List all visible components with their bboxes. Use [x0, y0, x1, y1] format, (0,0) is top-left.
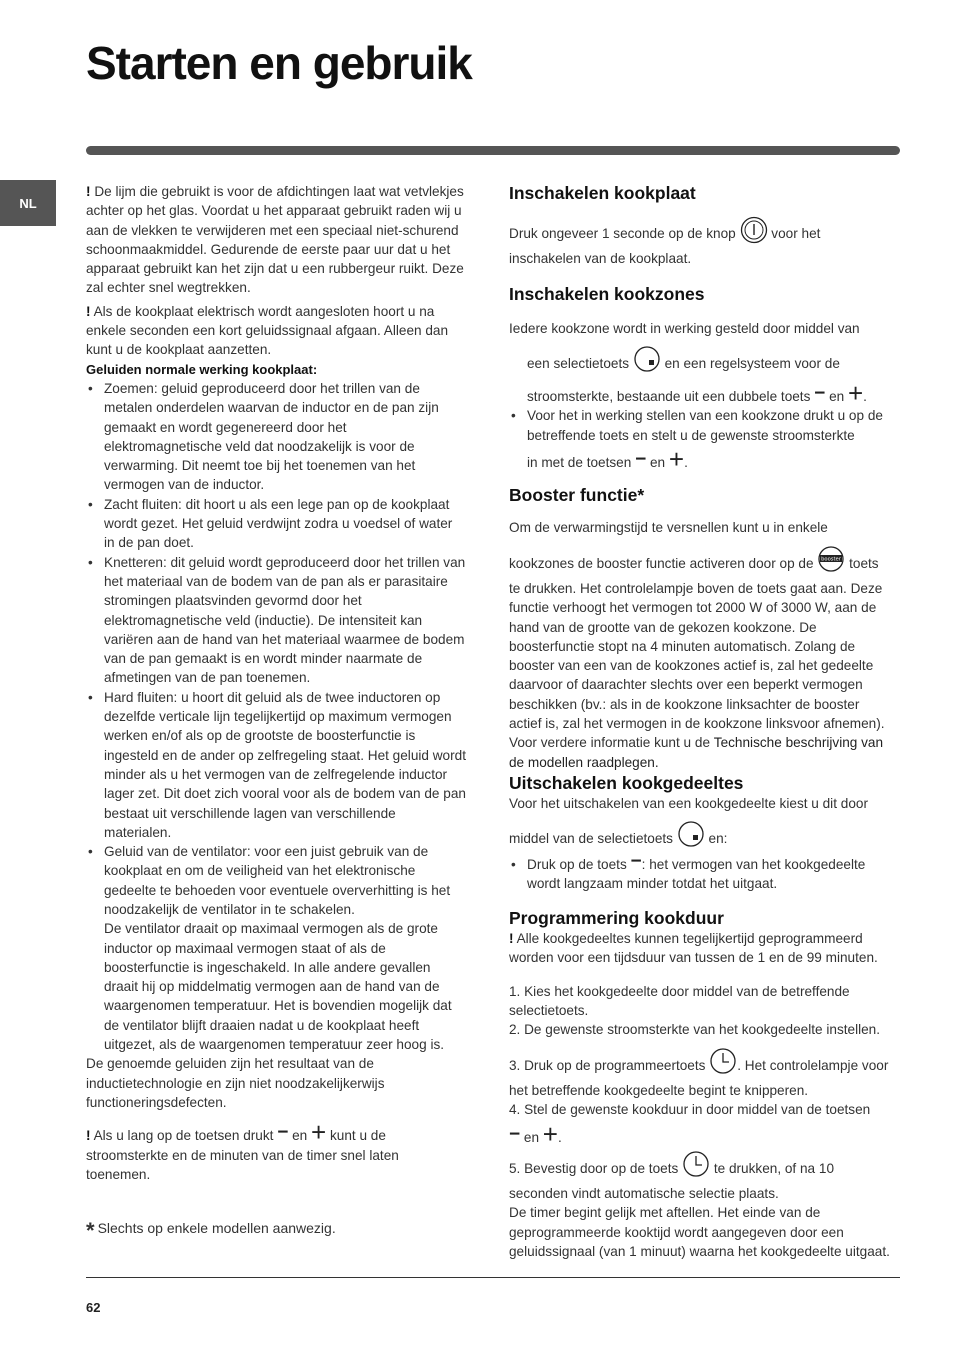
selector-key-icon: [677, 821, 705, 854]
page-number: 62: [86, 1300, 101, 1315]
step-4: 4. Stel de gewenste kookduur in door middel van de toetsen: [509, 1102, 871, 1118]
minus-key-icon: −: [814, 383, 826, 405]
list-item: • Voor het in werking stellen van een kookzone drukt u op de betreffende toets en stelt u de gewenste stroomsterkte in met de toetsen − en +.: [509, 406, 891, 472]
page-title: Starten en gebruik: [86, 37, 472, 89]
booster-key-icon: [817, 546, 845, 579]
paragraph-switch-on: Druk ongeveer 1 seconde op de knop voor het inschakelen van de kookplaat.: [509, 216, 891, 269]
paragraph-booster-intro: Om de verwarmingstijd te versnellen kunt u in enkele: [509, 520, 828, 536]
step-1: 1. Kies het kookgedeelte door middel van de betreffende selectietoets.: [509, 983, 850, 1019]
timer-note: De timer begint gelijk met aftellen. Het einde van de geprogrammeerde kooktijd wordt aangegeven door een geluidssignaal (van 1 minuut) waarna het kookgedeelte uitgaat.: [509, 1205, 890, 1259]
asterisk-icon: *: [86, 1218, 95, 1243]
warning-icon: !: [509, 931, 514, 947]
sounds-subheading: Geluiden normale werking kookplaat:: [86, 361, 318, 377]
warning-icon: !: [86, 303, 91, 319]
plus-key-icon: +: [542, 1118, 558, 1149]
footnote: * Slechts op enkele modellen aanwezig.: [86, 1218, 336, 1243]
plus-key-icon: +: [311, 1117, 327, 1148]
list-item: • Geluid van de ventilator: voor een juist gebruik van de kookplaat en om de veiligheid van het elektronische gedeelte te behoeden voor eventuele oververhitting is het noodzakelijk de ventilator in te schakelen. De ventilator draait op maximaal vermogen als de grote inductor op maximaal vermogen staat of als de boosterfunctie is ingeschakeld. In alle andere gevallen draait hij op middelmatig vermogen aan de hand van de waargenomen temperatuur. Het is bovendien mogelijk dat de ventilator blijft draaien nadat u de kookplaat heeft uitgezet, als de waargenomen temperatuur zeer hoog is.: [86, 842, 466, 1054]
paragraph-programming: ! Alle kookgedeeltes kunnen tegelijkertijd geprogrammeerd worden voor een tijdsduur van tussen de 1 en de 99 minuten.: [509, 931, 878, 966]
paragraph-zones-double-key: stroomsterkte, bestaande uit een dubbele toets − en +.: [527, 378, 867, 409]
clock-icon: [709, 1048, 737, 1081]
selector-key-icon: [633, 346, 661, 379]
warning-icon: !: [86, 1128, 91, 1144]
heading-switch-on-hob: Inschakelen kookplaat: [509, 183, 696, 203]
step-2: 2. De gewenste stroomsterkte van het kookgedeelte instellen.: [509, 1022, 881, 1038]
list-item: • Hard fluiten: u hoort dit geluid als de twee inductoren op dezelfde verticale lijn tegelijkertijd op maximum vermogen werken en/of als op de grootste de boosterfunctie is ingesteld en de ander op zelfregeling staat. Het geluid wordt minder als u het vermogen van de zelfregelende inductor lager zet. Dit doet zich vooral voor als de bodem van de pan bestaat uit verschillende lagen van verschillende materialen.: [86, 688, 466, 842]
sounds-list: [86, 379, 466, 1054]
minus-key-icon: −: [635, 449, 647, 471]
minus-key-icon: −: [277, 1122, 289, 1144]
paragraph-switch-off: Voor het uitschakelen van een kookgedeelte kiest u dit door: [509, 795, 868, 811]
paragraph-booster-body: kookzones de booster functie activeren door op de booster toets te drukken. Het controlelampje boven de toets gaat aan. Deze functie verhoogt het vermogen tot 2000 W of 3000 W, aan de hand van de grootte van de gekozen kookzone. De boosterfunctie stopt na 4 minuten automatisch. Zolang de booster van een van de kookzones actief is, zal het gedeelte daarvoor of daarachter slechts over een beperkt vermogen beschikken (bv.: als in de kookzone linksachter de booster actief is, zal het vermogen in de kookzone linksvoor afnemen). Voor verdere informatie kunt u de Technische beschrijving van de modellen raadplegen.: [509, 546, 891, 772]
heading-switch-on-zones: Inschakelen kookzones: [509, 283, 705, 304]
heading-switch-off: Uitschakelen kookgedeeltes: [509, 772, 744, 793]
minus-key-icon: −: [509, 1123, 521, 1145]
minus-key-icon: −: [630, 850, 642, 872]
bottom-divider: [86, 1277, 900, 1278]
paragraph-adhesive: ! De lijm die gebruikt is voor de afdichtingen laat wat vetvlekjes achter op het glas. Voordat u het apparaat gebruikt raden wij u aan de vlekken te verwijderen met een speciaal niet-schurend schoonmaakmiddel. Gedurende de eerste paar uur dat u het apparaat gebruikt kan het zijn dat u een rubbergeur ruikt. Deze zal echter snel wegtrekken.: [86, 184, 464, 296]
step-3: 3. Druk op de programmeertoets . Het controlelampje voor het betreffende kookgedeelte begint te knipperen.: [509, 1048, 891, 1101]
left-column: [86, 182, 466, 1184]
clock-icon: [682, 1151, 710, 1184]
heading-programming: Programmering kookduur: [509, 908, 724, 929]
list-item: • Knetteren: dit geluid wordt geproduceerd door het trillen van het materiaal van de bodem van de pan als er parasitaire stromingen plaatsvinden gevormd door het elektromagnetische veld (inductie). De intensiteit kan variëren aan de hand van het materiaal waarmee de bodem van de pan gemaakt is en wordt minder naarmate de afmetingen van de pan toenemen.: [86, 553, 466, 688]
svg-text:booster: booster: [821, 556, 842, 563]
paragraph-connection: ! Als de kookplaat elektrisch wordt aangesloten hoort u na enkele seconden een kort geluidssignaal afgaan. Alleen dan kunt u de kookplaat aanzetten.: [86, 303, 449, 358]
paragraph-zones-selector: een selectietoets en een regelsysteem voor de: [509, 346, 891, 379]
heading-booster: Booster functie*: [509, 485, 645, 506]
right-column: [509, 182, 891, 1261]
switch-off-list: [509, 850, 891, 894]
warning-icon: !: [86, 184, 91, 199]
language-tab: NL: [0, 180, 56, 226]
paragraph-long-press: ! Als u lang op de toetsen drukt − en + kunt u de stroomsterkte en de minuten van de timer snel laten toenemen.: [86, 1117, 399, 1182]
step-5: 5. Bevestig door op de toets te drukken, of na 10 seconden vindt automatische selectie plaats.: [509, 1151, 891, 1204]
list-item: • Zoemen: geluid geproduceerd door het trillen van de metalen onderdelen waarvan de inductor en de pan zijn gemaakt en wordt gegenereerd door het elektromagnetische veld dat noodzakelijk is voor de verwarming. Dit neemt toe bij het toenemen van het vermogen van de inductor.: [86, 379, 466, 495]
paragraph-sounds-note: De genoemde geluiden zijn het resultaat van de inductietechnologie en zijn niet noodzakelijkerwijs functioneringsdefecten.: [86, 1056, 385, 1110]
power-button-icon: [740, 216, 768, 249]
paragraph-zones: Iedere kookzone wordt in werking gesteld door middel van: [509, 320, 860, 336]
list-item: • Druk op de toets −: het vermogen van het kookgedeelte wordt langzaam minder totdat het uitgaat.: [509, 855, 891, 894]
step-4-keys: − en +.: [509, 1118, 562, 1149]
title-divider: [86, 146, 900, 155]
zones-list: [509, 406, 891, 475]
fan-extra: De ventilator draait op maximaal vermogen als de grote inductor op maximaal vermogen staat of als de boosterfunctie is ingeschakeld. In alle andere gevallen draait hij op middelmatig vermogen aan de hand van de waargenomen temperatuur. Het is bovendien mogelijk dat de ventilator blijft draaien nadat u de kookplaat heeft uitgezet, als de waargenomen temperatuur zeer hoog is.: [104, 921, 452, 1053]
list-item: • Zacht fluiten: dit hoort u als een lege pan op de kookplaat wordt gezet. Het geluid verdwijnt zodra u voedsel of water in de pan doet.: [86, 495, 466, 553]
plus-key-icon: +: [668, 444, 685, 475]
plus-key-icon: +: [847, 378, 864, 409]
paragraph-switch-off-selector: middel van de selectietoets en:: [509, 821, 891, 854]
